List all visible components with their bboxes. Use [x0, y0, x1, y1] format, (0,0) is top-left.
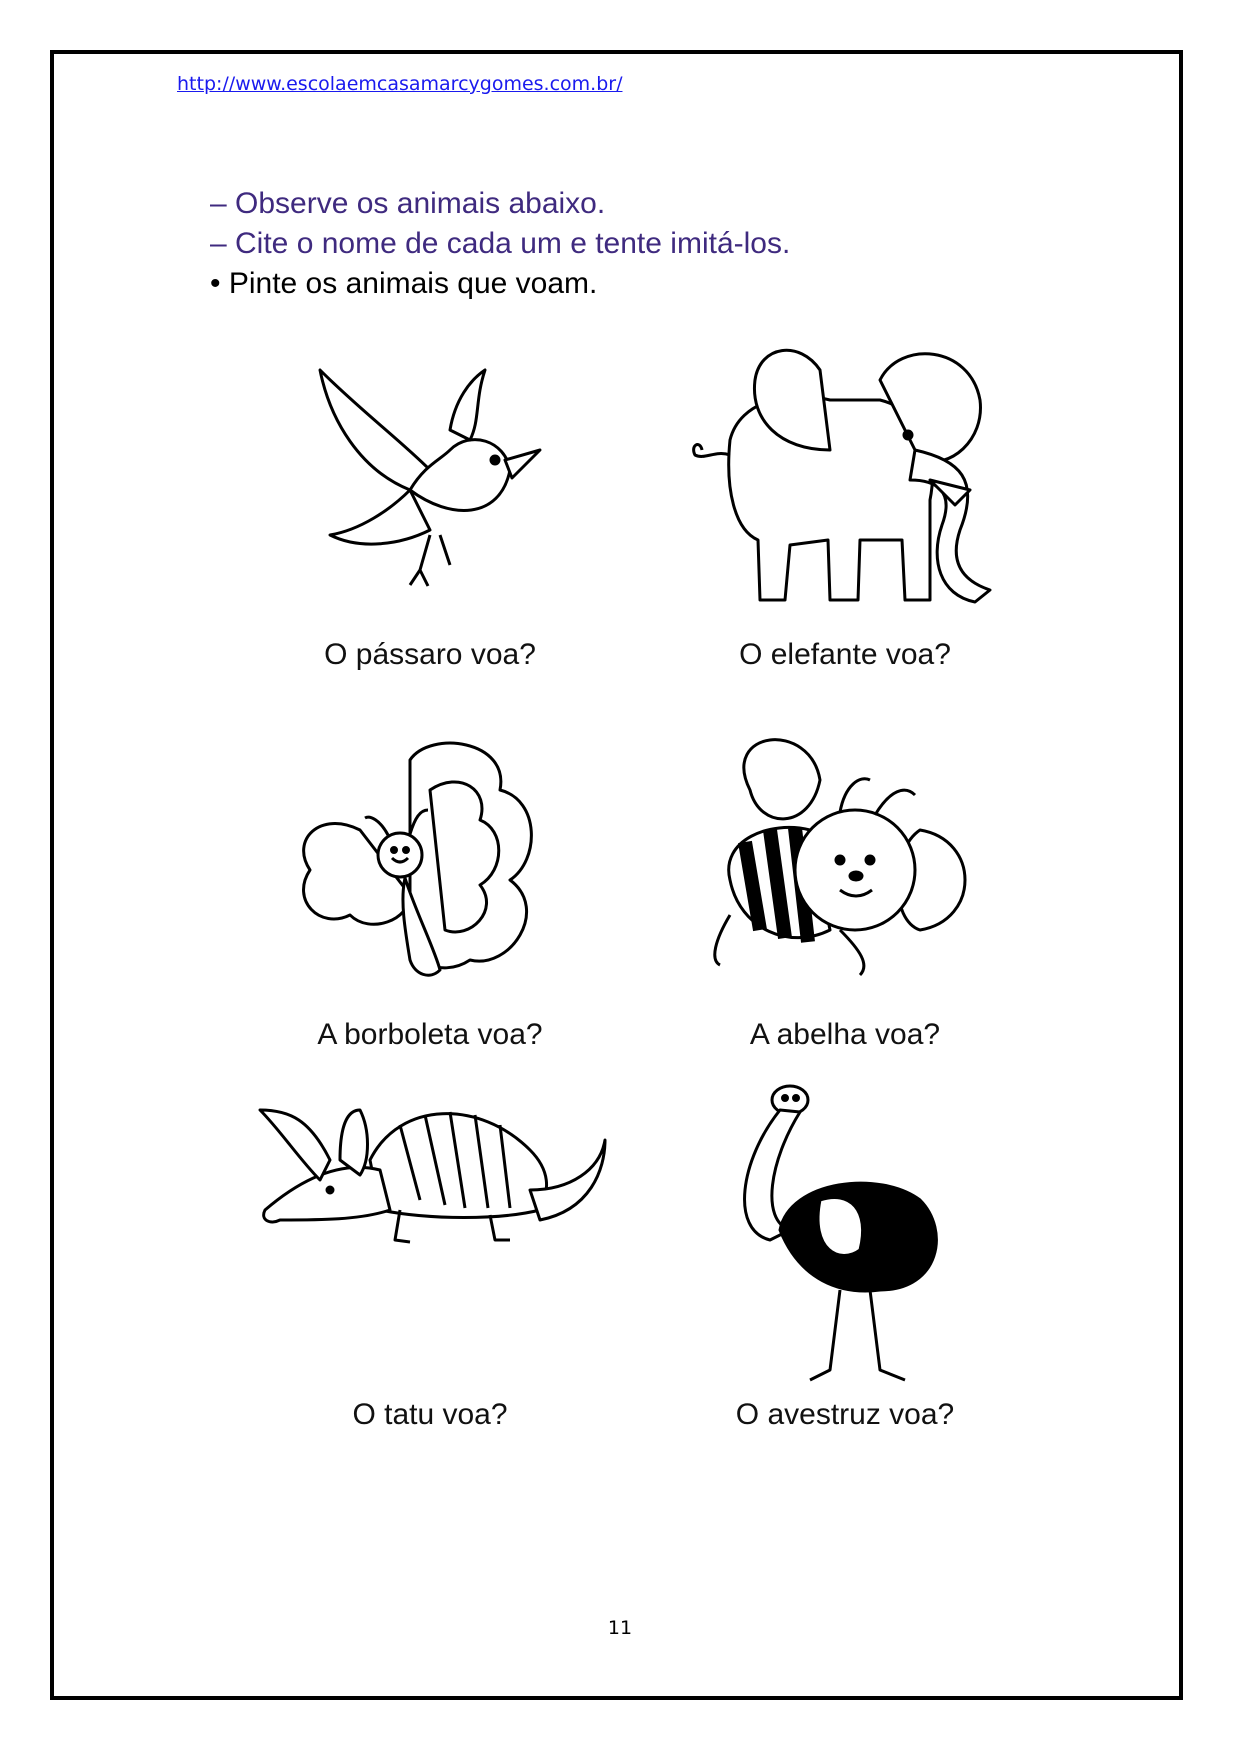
question-armadillo: O tatu voa?	[352, 1398, 508, 1431]
instruction-paint: • Pinte os animais que voam.	[210, 267, 598, 300]
question-ostrich: O avestruz voa?	[735, 1398, 955, 1431]
question-elephant: O elefante voa?	[739, 638, 951, 671]
instruction-cite: – Cite o nome de cada um e tente imitá-los.	[210, 227, 791, 260]
website-link[interactable]: http://www.escolaemcasamarcygomes.com.br/	[177, 73, 623, 95]
armadillo-drawing[interactable]	[260, 1080, 620, 1330]
elephant-drawing[interactable]	[680, 340, 1020, 620]
page-number: 11	[607, 1617, 633, 1639]
bee-drawing[interactable]	[690, 730, 990, 1000]
instruction-observe: – Observe os animais abaixo.	[210, 187, 606, 220]
question-bee: A abelha voa?	[749, 1018, 941, 1051]
question-bird: O pássaro voa?	[324, 638, 536, 671]
question-butterfly: A borboleta voa?	[317, 1018, 543, 1051]
bird-drawing[interactable]	[300, 360, 550, 610]
butterfly-drawing[interactable]	[290, 730, 570, 1000]
ostrich-drawing[interactable]	[730, 1080, 970, 1410]
